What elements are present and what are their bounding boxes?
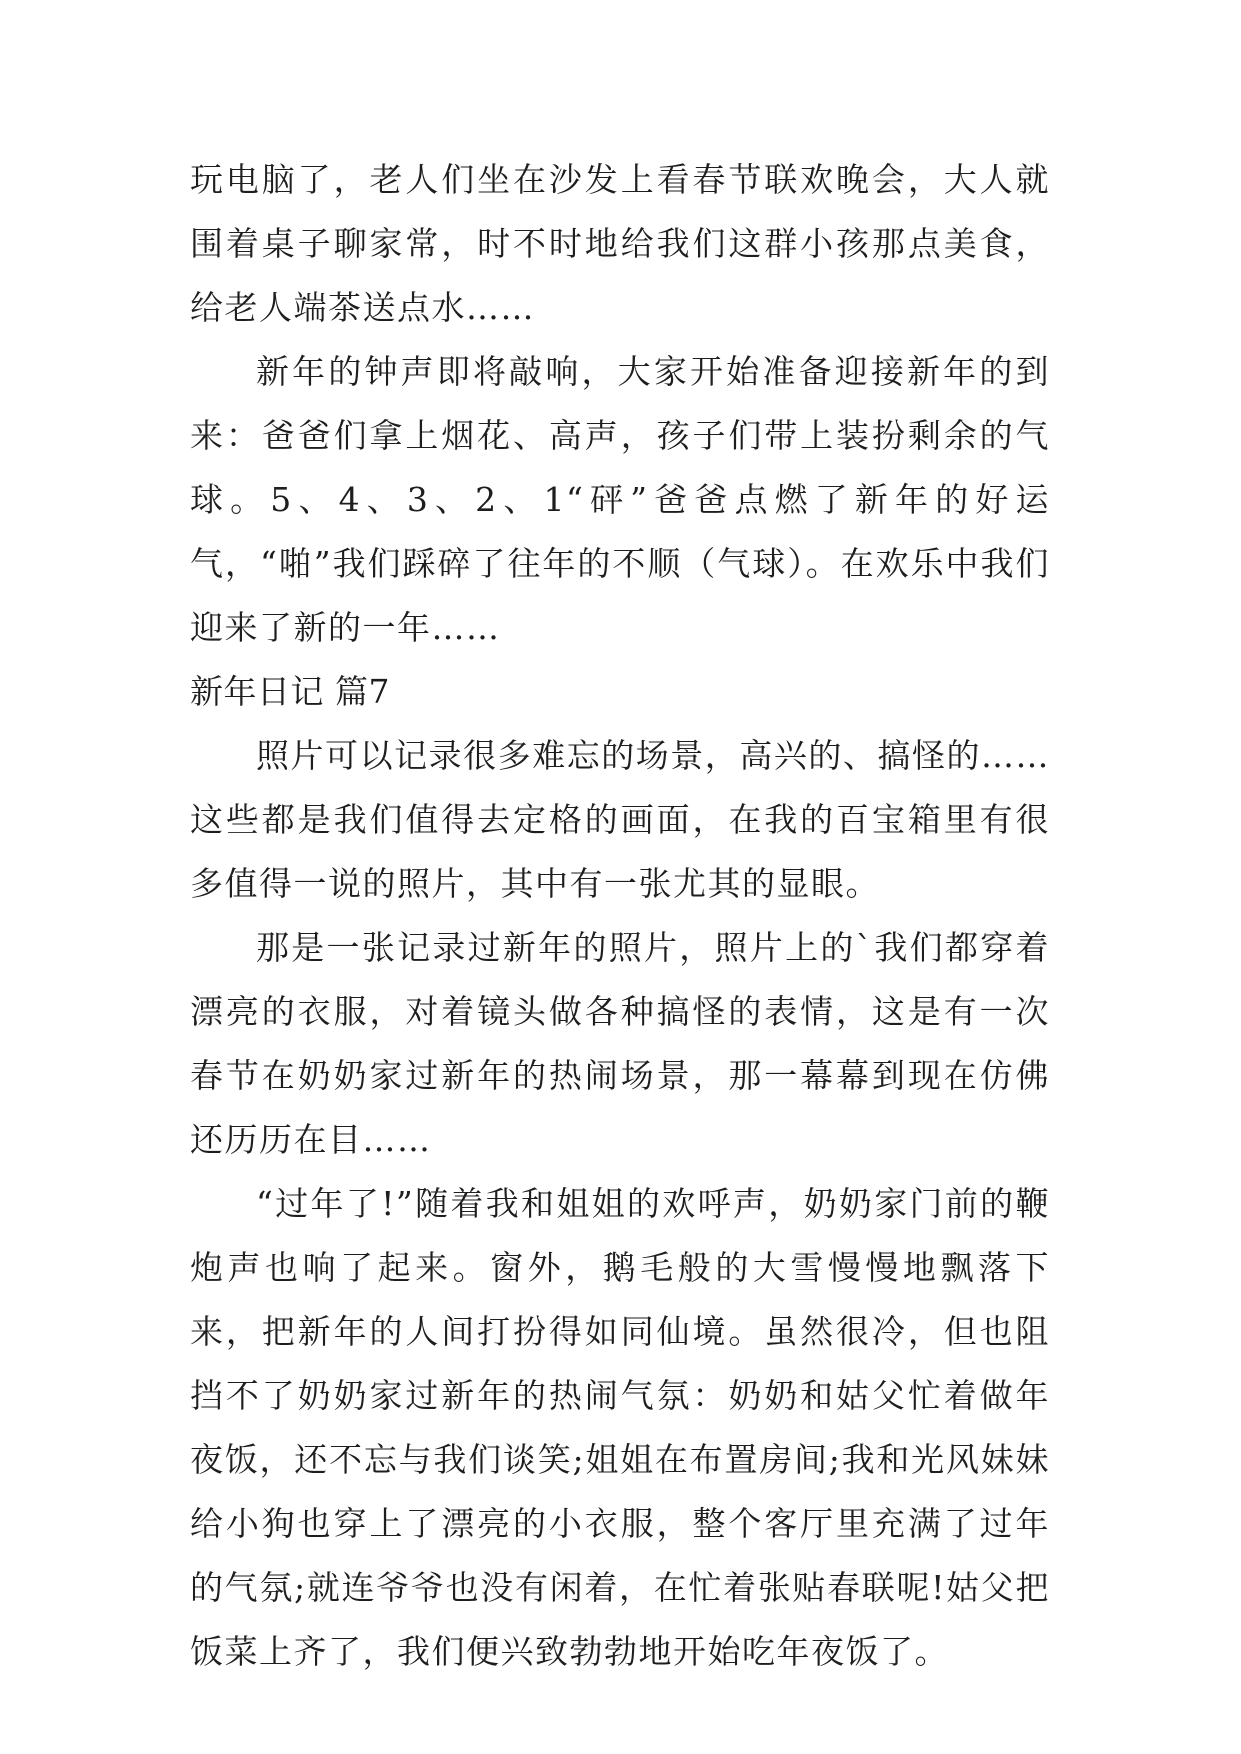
paragraph-photo-description: 那是一张记录过新年的照片，照片上的`我们都穿着漂亮的衣服，对着镜头做各种搞怪的表情，这是有一次春节在奶奶家过新年的热闹场景，那一幕幕到现在仿佛还历历在目…… [190,928,1050,1159]
section-heading: 新年日记 篇7 [190,672,390,711]
document-page [190,148,1050,1684]
paragraph-grandma-house: “过年了!”随着我和姐姐的欢呼声，奶奶家门前的鞭炮声也响了起来。窗外，鹅毛般的大雪慢慢地飘落下来，把新年的人间打扮得如同仙境。虽然很冷，但也阻挡不了奶奶家过新年的热闹气氛：奶奶和姑父忙着做年夜饭，还不忘与我们谈笑;姐姐在布置房间;我和光风妹妹给小狗也穿上了漂亮的小衣服，整个客厅里充满了过年的气氛;就连爷爷也没有闲着，在忙着张贴春联呢!姑父把饭菜上齐了，我们便兴致勃勃地开始吃年夜饭了。 [190,1184,1050,1671]
paragraph-continued: 玩电脑了，老人们坐在沙发上看春节联欢晚会，大人就围着桌子聊家常，时不时地给我们这群小孩那点美食，给老人端茶送点水…… [190,160,1050,327]
paragraph-photos: 照片可以记录很多难忘的场景，高兴的、搞怪的……这些都是我们值得去定格的画面，在我的百宝箱里有很多值得一说的照片，其中有一张尤其的显眼。 [190,736,1050,903]
paragraph-new-year-bell: 新年的钟声即将敲响，大家开始准备迎接新年的到来：爸爸们拿上烟花、高声，孩子们带上装扮剩余的气球。5、4、3、2、1“砰”爸爸点燃了新年的好运气，“啪”我们踩碎了往年的不顺（气球）。在欢乐中我们迎来了新的一年…… [190,352,1050,647]
